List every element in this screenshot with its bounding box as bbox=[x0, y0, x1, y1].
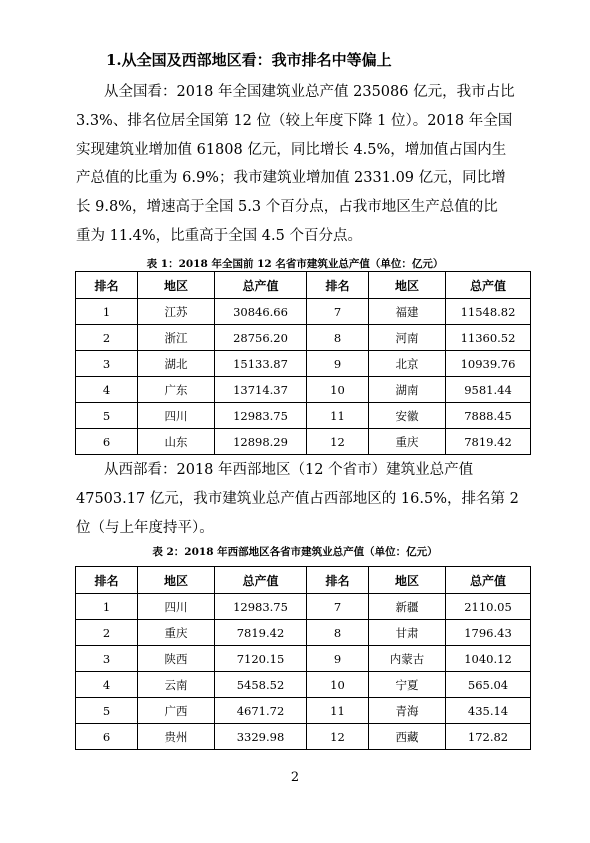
table-cell: 2110.05 bbox=[446, 594, 531, 620]
table-cell: 北京 bbox=[369, 351, 446, 377]
table-row bbox=[76, 646, 531, 672]
table-cell: 172.82 bbox=[446, 724, 531, 750]
table-row bbox=[76, 377, 531, 403]
table-cell: 西藏 bbox=[369, 724, 446, 750]
table-row bbox=[76, 594, 531, 620]
paragraph-line: 重为 11.4%，比重高于全国 4.5 个百分点。 bbox=[76, 227, 362, 244]
table-cell: 4671.72 bbox=[215, 698, 307, 724]
table-cell: 9 bbox=[307, 646, 369, 672]
table-row bbox=[76, 351, 531, 377]
table-cell: 2 bbox=[76, 325, 138, 351]
table-cell: 内蒙古 bbox=[369, 646, 446, 672]
table-cell: 3 bbox=[76, 351, 138, 377]
table-cell: 8 bbox=[307, 325, 369, 351]
table-cell: 青海 bbox=[369, 698, 446, 724]
table-cell: 7120.15 bbox=[215, 646, 307, 672]
table-cell: 5 bbox=[76, 698, 138, 724]
table-cell: 435.14 bbox=[446, 698, 531, 724]
table-cell: 11548.82 bbox=[446, 299, 531, 325]
table-row bbox=[76, 299, 531, 325]
table-cell: 福建 bbox=[369, 299, 446, 325]
paragraph-line: 实现建筑业增加值 61808 亿元，同比增长 4.5%，增加值占国内生 bbox=[76, 141, 507, 158]
national-paragraph bbox=[76, 78, 531, 251]
table-cell: 12983.75 bbox=[215, 403, 307, 429]
section-heading: 1.从全国及西部地区看：我市排名中等偏上 bbox=[106, 51, 392, 69]
table-cell: 湖北 bbox=[138, 351, 215, 377]
table-cell: 10 bbox=[307, 672, 369, 698]
western-paragraph bbox=[76, 456, 531, 542]
table2-caption: 表 2：2018 年西部地区各省市建筑业总产值（单位：亿元） bbox=[152, 546, 438, 558]
table-cell: 广东 bbox=[138, 377, 215, 403]
column-header: 总产值 bbox=[215, 567, 307, 594]
table-cell: 7819.42 bbox=[446, 429, 531, 455]
table-cell: 1040.12 bbox=[446, 646, 531, 672]
table1-caption: 表 1：2018 年全国前 12 名省市建筑业总产值（单位：亿元） bbox=[146, 258, 444, 270]
table-header-row bbox=[76, 567, 531, 594]
table-cell: 河南 bbox=[369, 325, 446, 351]
column-header: 地区 bbox=[369, 272, 446, 299]
table-cell: 江苏 bbox=[138, 299, 215, 325]
table-cell: 山东 bbox=[138, 429, 215, 455]
column-header: 地区 bbox=[138, 567, 215, 594]
table-cell: 7819.42 bbox=[215, 620, 307, 646]
table-cell: 3 bbox=[76, 646, 138, 672]
table-row bbox=[76, 672, 531, 698]
table-cell: 浙江 bbox=[138, 325, 215, 351]
table-cell: 1 bbox=[76, 594, 138, 620]
column-header: 地区 bbox=[138, 272, 215, 299]
table-cell: 四川 bbox=[138, 594, 215, 620]
table-cell: 15133.87 bbox=[215, 351, 307, 377]
table-cell: 5 bbox=[76, 403, 138, 429]
table-cell: 11360.52 bbox=[446, 325, 531, 351]
column-header: 排名 bbox=[307, 567, 369, 594]
paragraph-line: 3.3%、排名位居全国第 12 位（较上年度下降 1 位）。2018 年全国 bbox=[76, 112, 513, 129]
table-cell: 四川 bbox=[138, 403, 215, 429]
table-cell: 6 bbox=[76, 724, 138, 750]
table2-western-region bbox=[75, 566, 531, 750]
table-cell: 9581.44 bbox=[446, 377, 531, 403]
table-header-row bbox=[76, 272, 531, 299]
table-cell: 1796.43 bbox=[446, 620, 531, 646]
table-cell: 10939.76 bbox=[446, 351, 531, 377]
table-cell: 12 bbox=[307, 429, 369, 455]
column-header: 总产值 bbox=[446, 567, 531, 594]
column-header: 总产值 bbox=[446, 272, 531, 299]
table-cell: 重庆 bbox=[138, 620, 215, 646]
paragraph-line: 产总值的比重为 6.9%；我市建筑业增加值 2331.09 亿元，同比增 bbox=[76, 170, 506, 187]
table-cell: 广西 bbox=[138, 698, 215, 724]
table-cell: 7 bbox=[307, 299, 369, 325]
table-cell: 云南 bbox=[138, 672, 215, 698]
table-row bbox=[76, 429, 531, 455]
table-cell: 新疆 bbox=[369, 594, 446, 620]
table-cell: 4 bbox=[76, 672, 138, 698]
table-cell: 10 bbox=[307, 377, 369, 403]
paragraph-line: 从全国看：2018 年全国建筑业总产值 235086 亿元，我市占比 bbox=[104, 84, 515, 100]
table-cell: 12983.75 bbox=[215, 594, 307, 620]
column-header: 排名 bbox=[76, 567, 138, 594]
table-cell: 9 bbox=[307, 351, 369, 377]
table-cell: 12898.29 bbox=[215, 429, 307, 455]
table-cell: 11 bbox=[307, 698, 369, 724]
table-cell: 1 bbox=[76, 299, 138, 325]
column-header: 排名 bbox=[307, 272, 369, 299]
table-cell: 11 bbox=[307, 403, 369, 429]
paragraph-line: 位（与上年度持平）。 bbox=[76, 519, 214, 536]
table1-national-top12 bbox=[75, 271, 531, 455]
paragraph-line: 从西部看：2018 年西部地区（12 个省市）建筑业总产值 bbox=[104, 462, 474, 478]
table-cell: 8 bbox=[307, 620, 369, 646]
table-cell: 重庆 bbox=[369, 429, 446, 455]
table-cell: 7 bbox=[307, 594, 369, 620]
table-cell: 5458.52 bbox=[215, 672, 307, 698]
column-header: 地区 bbox=[369, 567, 446, 594]
paragraph-line: 47503.17 亿元，我市建筑业总产值占西部地区的 16.5%，排名第 2 bbox=[76, 490, 519, 507]
table-cell: 安徽 bbox=[369, 403, 446, 429]
table-cell: 甘肃 bbox=[369, 620, 446, 646]
table-cell: 4 bbox=[76, 377, 138, 403]
table-row bbox=[76, 403, 531, 429]
table-row bbox=[76, 724, 531, 750]
table-cell: 6 bbox=[76, 429, 138, 455]
table-cell: 30846.66 bbox=[215, 299, 307, 325]
table-cell: 13714.37 bbox=[215, 377, 307, 403]
column-header: 总产值 bbox=[215, 272, 307, 299]
table-cell: 宁夏 bbox=[369, 672, 446, 698]
table-row bbox=[76, 325, 531, 351]
table-cell: 7888.45 bbox=[446, 403, 531, 429]
table-cell: 565.04 bbox=[446, 672, 531, 698]
table-cell: 陕西 bbox=[138, 646, 215, 672]
paragraph-line: 长 9.8%，增速高于全国 5.3 个百分点，占我市地区生产总值的比 bbox=[76, 199, 498, 216]
table-cell: 湖南 bbox=[369, 377, 446, 403]
page-number: 2 bbox=[290, 770, 300, 785]
table-row bbox=[76, 620, 531, 646]
table-cell: 12 bbox=[307, 724, 369, 750]
table-cell: 2 bbox=[76, 620, 138, 646]
table-cell: 28756.20 bbox=[215, 325, 307, 351]
column-header: 排名 bbox=[76, 272, 138, 299]
table-cell: 贵州 bbox=[138, 724, 215, 750]
table-cell: 3329.98 bbox=[215, 724, 307, 750]
table-row bbox=[76, 698, 531, 724]
